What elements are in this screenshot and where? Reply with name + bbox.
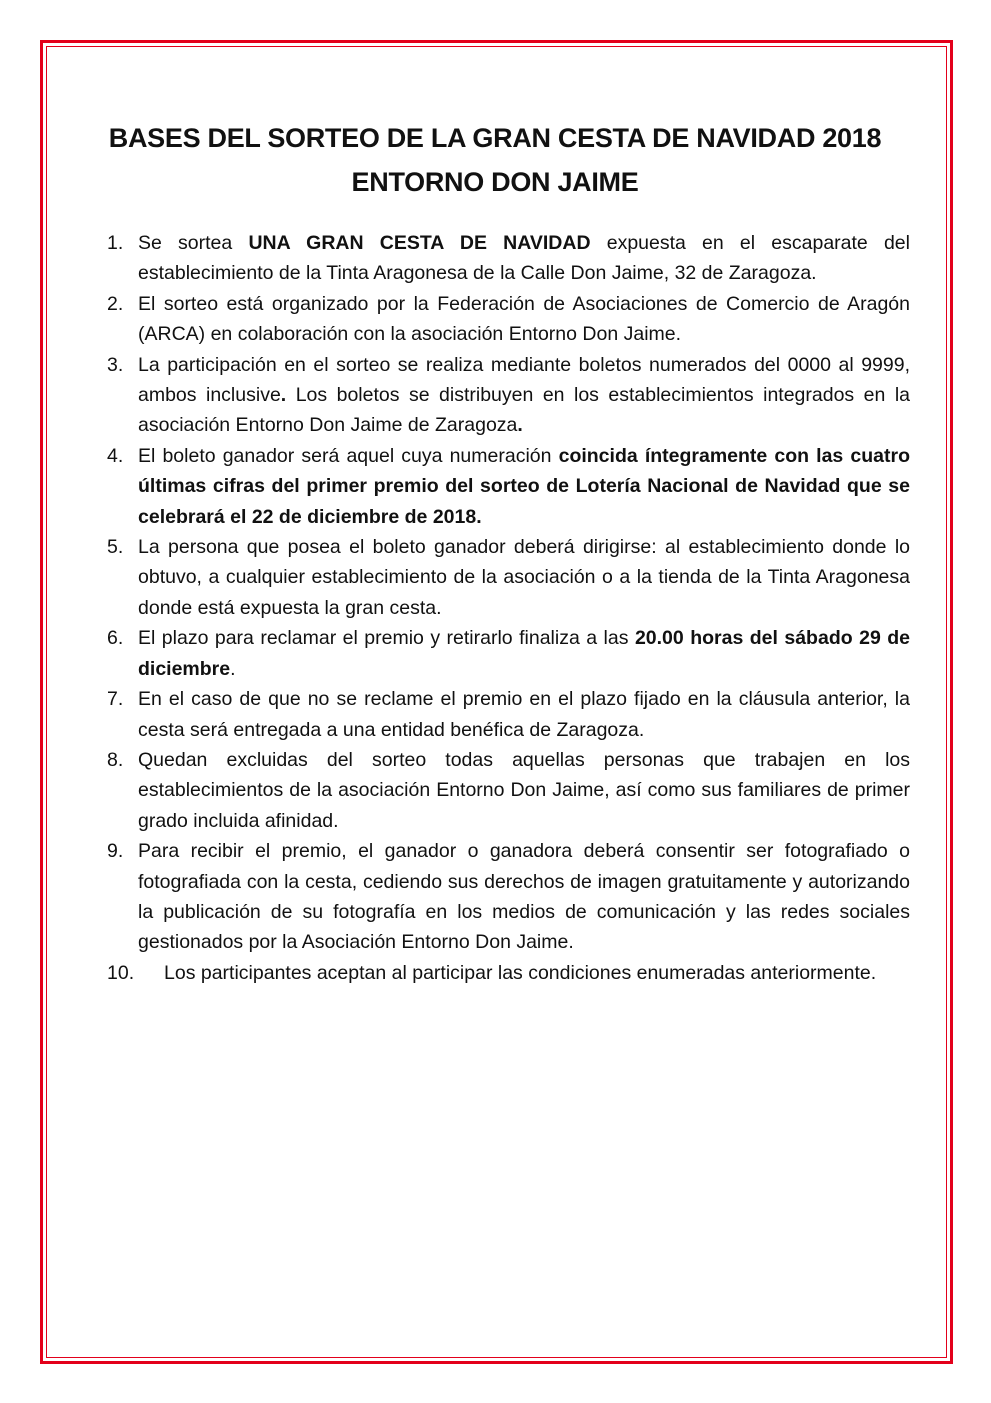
rule-number: 10. — [107, 961, 135, 984]
rule-item-3 — [107, 350, 910, 441]
rule-number: 2. — [107, 292, 124, 315]
rule-text: El sorteo está organizado por la Federación de Asociaciones de Comercio de Aragón (ARCA) en colaboración con la asociación Entorno Don Jaime. — [138, 292, 910, 346]
rule-item-7 — [107, 684, 910, 745]
rule-text: expuesta en el escaparate del establecimiento de la Tinta Aragonesa de la Calle Don Jaime, 32 de Zaragoza. — [138, 232, 910, 285]
rule-number: 3. — [107, 353, 124, 376]
rule-text: Los participantes aceptan al participar las condiciones enumeradas anteriormente. — [164, 961, 877, 984]
rule-text: Quedan excluidas del sorteo todas aquellas personas que trabajen en los establecimientos de la asociación Entorno Don Jaime, así como sus familiares de primer grado incluida afinidad. — [138, 748, 910, 832]
rule-item-6 — [107, 623, 910, 684]
rule-text: El boleto ganador será aquel cuya numeración — [138, 444, 559, 467]
rule-item-2 — [107, 289, 910, 350]
rule-item-8 — [107, 745, 910, 836]
title-line-1: BASES DEL SORTEO DE LA GRAN CESTA DE NAVIDAD 2018 — [108, 123, 882, 153]
rule-text: Los boletos se distribuyen en los establecimientos integrados en la asociación Entorno Don Jaime de Zaragoza — [138, 384, 910, 437]
rules-list — [107, 228, 910, 988]
rule-text: La participación en el sorteo se realiza mediante boletos numerados del 0000 al 9999, ambos inclusive — [138, 353, 910, 407]
title-line-2: ENTORNO DON JAIME — [351, 167, 639, 197]
rule-number: 4. — [107, 444, 124, 467]
rule-text: En el caso de que no se reclame el premio en el plazo fijado en la cláusula anterior, la cesta será entregada a una entidad benéfica de Zaragoza. — [138, 688, 910, 741]
rule-number: 6. — [107, 627, 124, 650]
rule-text: . — [230, 657, 236, 680]
rule-number: 7. — [107, 688, 124, 711]
rule-item-1 — [107, 228, 910, 289]
rule-bold-text: UNA GRAN CESTA DE NAVIDAD — [248, 232, 591, 254]
rule-item-10 — [107, 958, 910, 988]
rule-bold-text: 20.00 horas del sábado 29 de diciembre — [138, 627, 910, 680]
rule-text: La persona que posea el boleto ganador deberá dirigirse: al establecimiento donde lo obtuvo, a cualquier establecimiento de la asociación o a la tienda de la Tinta Aragonesa donde está expuesta la gran cesta. — [138, 536, 910, 619]
rule-item-5 — [107, 532, 910, 623]
rule-text: Para recibir el premio, el ganador o ganadora deberá consentir ser fotografiado o fotografiada con la cesta, cediendo sus derechos de imagen gratuitamente y autorizando la publicación de su fotografía en los medios de comunicación y las redes sociales gestionados por la Asociación Entorno Don Jaime. — [138, 840, 910, 954]
rule-item-4 — [107, 441, 910, 532]
rule-number: 8. — [107, 748, 124, 771]
rule-item-9 — [107, 836, 910, 958]
rule-bold-text: . — [280, 384, 287, 407]
rule-bold-text: coincida íntegramente con las cuatro últimas cifras del primer premio del sorteo de Lotería Nacional de Navidad que se celebrará el 22 de diciembre de 2018. — [138, 444, 910, 528]
rule-number: 9. — [107, 840, 124, 863]
rule-bold-text: . — [517, 414, 523, 437]
rule-text: El plazo para reclamar el premio y retirarlo finaliza a las — [138, 627, 635, 650]
document-title — [60, 116, 930, 204]
rule-text: Se sortea — [138, 232, 249, 254]
rule-number: 1. — [107, 232, 124, 254]
rule-number: 5. — [107, 536, 124, 559]
